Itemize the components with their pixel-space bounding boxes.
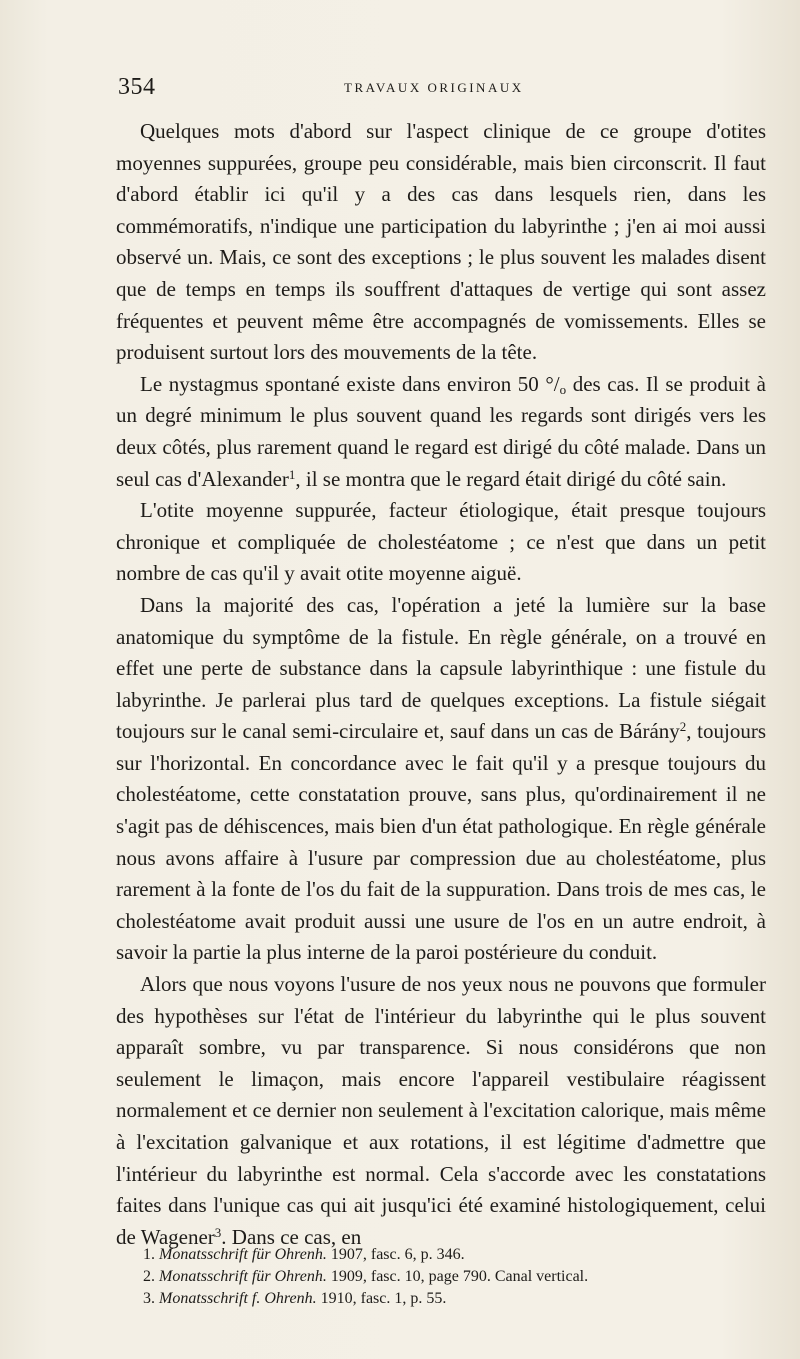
footnote-ref-2: 2 bbox=[679, 719, 687, 735]
paragraph-labyrinth-interior bbox=[116, 969, 766, 1253]
paragraph-text: . Dans ce cas, en bbox=[221, 1224, 362, 1249]
footnote-number: 2. bbox=[143, 1268, 155, 1285]
footnote-number: 1. bbox=[143, 1246, 155, 1263]
body-text bbox=[116, 116, 766, 1253]
footnote-ref-3: 3 bbox=[214, 1224, 222, 1240]
footnote-details: 1909, fasc. 10, page 790. Canal vertical. bbox=[326, 1268, 589, 1285]
footnotes bbox=[143, 1244, 773, 1310]
paragraph-text: , toujours sur l'horizontal. En concordance avec le fait qu'il y a presque toujours du cholestéatome, cette constatation prouve, sans plus, qu'ordinairement il ne s'agit pas de déhiscences, mais bien d'un état pathologique. En règle générale nous avons affaire à l'usure par compression due au cholestéatome, plus rarement à la fonte de l'os du fait de la suppuration. Dans trois de mes cas, le cholestéatome avait produit aussi une usure de l'os en un autre endroit, à savoir la partie la plus interne de la paroi postérieure du conduit. bbox=[116, 719, 766, 965]
paragraph-clinical-aspect bbox=[116, 116, 766, 369]
page-header bbox=[118, 74, 678, 104]
paragraph-fistula bbox=[116, 590, 766, 969]
footnote-journal: Monatsschrift für Ohrenh. bbox=[159, 1246, 327, 1263]
percent-subscript: o bbox=[559, 381, 567, 397]
paragraph-text: Le nystagmus spontané existe dans environ 50 °/ bbox=[140, 371, 560, 396]
paragraph-otitis bbox=[116, 495, 766, 590]
footnote-journal: Monatsschrift für Ohrenh. bbox=[159, 1268, 327, 1285]
paragraph-text: Dans la majorité des cas, l'opération a jeté la lumière sur la base anatomique du symptôme de la fistule. En règle générale, on a trouvé en effet une perte de substance dans la capsule labyrinthique : une fistule du labyrinthe. Je parlerai plus tard de quelques exceptions. La fistule siégait toujours sur le canal semi-circulaire et, sauf dans un cas de Bárány bbox=[116, 592, 766, 744]
footnote-number: 3. bbox=[143, 1290, 155, 1307]
paragraph-text: Alors que nous voyons l'usure de nos yeux nous ne pouvons que formuler des hypothèses sur l'état de l'intérieur du labyrinthe qui le plus souvent apparaît sombre, vu par transparence. Si nous considérons que non seulement le limaçon, mais encore l'appareil vestibulaire réagissent normalement et ce dernier non seulement à l'excitation calorique, mais même à l'excitation galvanique et aux rotations, il est légitime d'admettre que l'intérieur du labyrinthe est normal. Cela s'accorde avec les constatations faites dans l'unique cas qui ait jusqu'ici été examiné histologiquement, celui de Wagener bbox=[116, 972, 766, 1249]
footnote-details: 1910, fasc. 1, p. 55. bbox=[316, 1290, 447, 1307]
footnote-2 bbox=[143, 1266, 773, 1288]
paragraph-nystagmus bbox=[116, 369, 766, 495]
footnote-journal: Monatsschrift f. Ohrenh. bbox=[159, 1290, 317, 1307]
running-title: TRAVAUX ORIGINAUX bbox=[344, 80, 524, 95]
paragraph-text: , il se montra que le regard était dirigé du côté sain. bbox=[295, 466, 727, 491]
page-number: 354 bbox=[118, 74, 156, 100]
paragraph-text: L'otite moyenne suppurée, facteur étiologique, était presque toujours chronique et compliquée de cholestéatome ; ce n'est que dans un petit nombre de cas qu'il y avait otite moyenne aiguë. bbox=[116, 498, 766, 586]
footnote-ref-1: 1 bbox=[288, 466, 296, 482]
paragraph-text: des cas. Il se produit à un degré minimum le plus souvent quand les regards sont dirigés vers les deux côtés, plus rarement quand le regard est dirigé du côté malade. Dans un seul cas d'Alexander bbox=[116, 371, 766, 491]
footnote-3 bbox=[143, 1288, 773, 1310]
footnote-1 bbox=[143, 1244, 773, 1266]
paragraph-text: Quelques mots d'abord sur l'aspect clinique de ce groupe d'otites moyennes suppurées, groupe peu considérable, mais bien circonscrit. Il faut d'abord établir ici qu'il y a des cas dans lesquels rien, dans les commémoratifs, n'indique une participation du labyrinthe ; j'en ai moi aussi observé un. Mais, ce sont des exceptions ; le plus souvent les malades disent que de temps en temps ils souffrent d'attaques de vertige qui sont assez fréquentes et peuvent même être accompagnés de vomissements. Elles se produisent surtout lors des mouvements de la tête. bbox=[116, 119, 766, 365]
footnote-details: 1907, fasc. 6, p. 346. bbox=[326, 1246, 465, 1263]
